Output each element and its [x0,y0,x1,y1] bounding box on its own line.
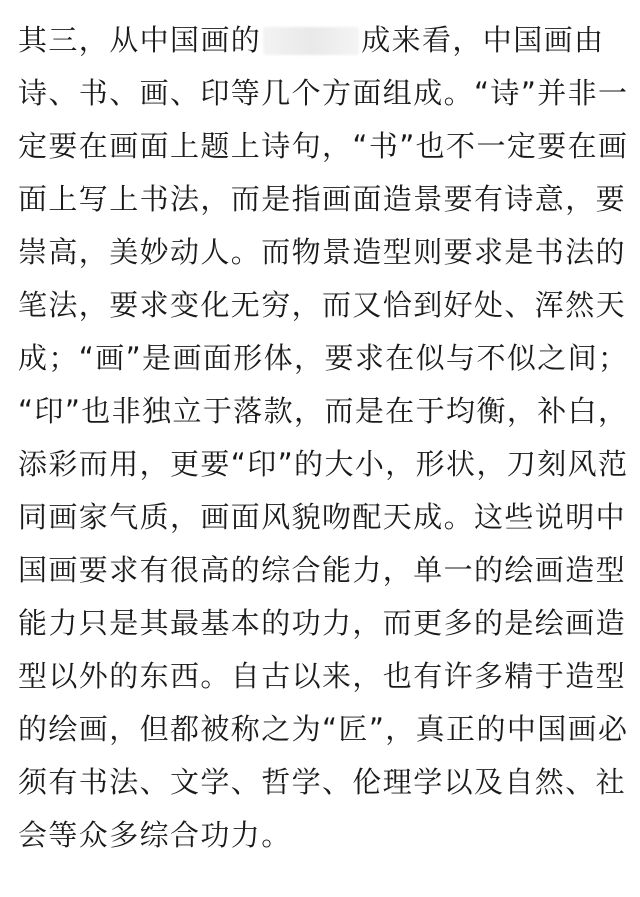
text-line: 添彩而用，更要“印”的大小，形状，刀刻风范 [18,447,629,481]
text-line: 定要在画面上题上诗句，“书”也不一定要在画 [18,129,629,163]
text-line: 国画要求有很高的综合能力，单一的绘画造型 [18,553,627,587]
text-line: 面上写上书法，而是指画面造景要有诗意，要 [18,182,627,216]
text-line: 型以外的东西。自古以来，也有许多精于造型 [18,659,627,693]
article-body [18,14,628,862]
text-line: 能力只是其最基本的功力，而更多的是绘画造 [18,606,627,640]
text-line: 笔法，要求变化无穷，而又恰到好处、浑然天 [18,288,627,322]
text-segment: 其三，从中国画的 [18,23,262,57]
text-line: 崇高，美妙动人。而物景造型则要求是书法的 [18,235,627,269]
text-line: 的绘画，但都被称之为“匠”，真正的中国画必 [18,712,629,746]
text-line: 同画家气质，画面风貌吻配天成。这些说明中 [18,500,627,534]
text-line: 须有书法、文学、哲学、伦理学以及自然、社 [18,765,627,799]
text-line: 会等众多综合功力。 [18,818,292,852]
text-line [18,14,628,67]
text-line: 成；“画”是画面形体，要求在似与不似之间； [18,341,629,375]
text-line: 诗、书、画、印等几个方面组成。“诗”并非一 [18,76,629,110]
text-line: “印”也非独立于落款，而是在于均衡，补白， [18,394,629,428]
redacted-blur [263,27,359,55]
text-segment: 成来看，中国画由 [361,23,605,57]
